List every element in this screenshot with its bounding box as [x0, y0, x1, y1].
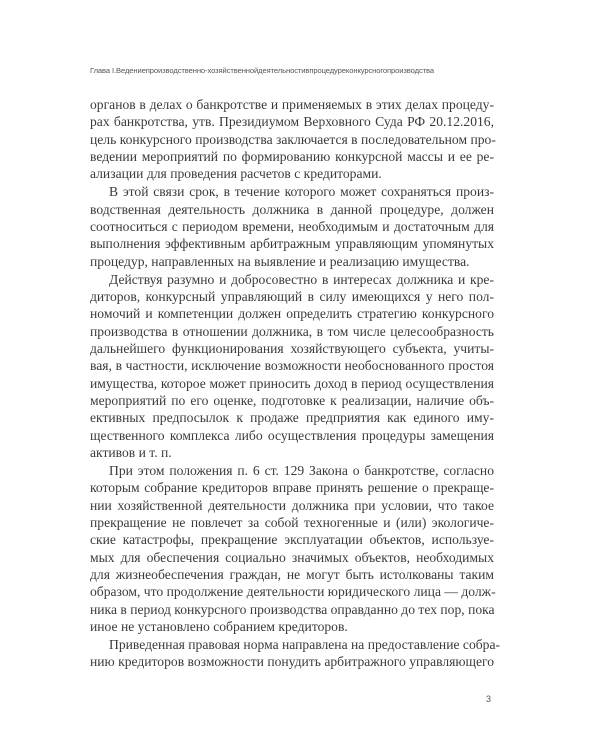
text-line: процедур, направленных на выявление и реализацию имущества.: [90, 253, 470, 269]
text-line: ведении мероприятий по формированию конкурсной массы и ее ре-: [90, 149, 494, 165]
text-line: дальнейшего функционирования хозяйствующего субъекта, учиты-: [90, 341, 494, 356]
text-line: Приведенная правовая норма направлена на предоставление собра-: [109, 637, 501, 653]
paragraph: [90, 183, 494, 270]
page-body-text: [90, 96, 501, 671]
text-line: цель конкурсного производства заключается в последовательном про-: [90, 131, 496, 147]
text-line: ника в период конкурсного производства оправданно до тех пор, пока: [90, 601, 495, 617]
text-line: образом, что продолжение деятельности юридического лица — долж-: [90, 584, 496, 600]
text-line: мероприятий по его оценке, подготовке к реализации, наличие объ-: [90, 393, 494, 409]
text-line: прекращение не повлечет за собой техногенные и (или) экологиче-: [90, 515, 494, 531]
text-line: мых для обеспечения социально значимых объектов, необходимых: [90, 549, 494, 565]
text-line: вая, в частности, исключение возможности необоснованного простоя: [90, 358, 494, 374]
text-line: имущества, которое может приносить доход в период осуществления: [90, 375, 494, 391]
paragraph: [90, 96, 494, 183]
text-line: ективных предпосылок к продаже предприятия как единого иму-: [90, 410, 494, 426]
paragraph: [90, 271, 494, 462]
text-line: органов в делах о банкротстве и применяемых в этих делах процеду-: [90, 97, 494, 112]
text-line: иное не установлено собранием кредиторов.: [90, 619, 348, 635]
text-line: диторов, конкурсный управляющий в силу имеющихся у него пол-: [90, 288, 494, 304]
text-line: которым собрание кредиторов вправе принять решение о прекраще-: [90, 480, 494, 496]
paragraph: [90, 462, 494, 635]
text-line: ские катастрофы, прекращение эксплуатации объектов, используе-: [90, 532, 494, 548]
text-line: В этой связи срок, в течение которого может сохраняться произ-: [109, 184, 494, 200]
text-line: щественного комплекса либо осуществления процедуры замещения: [90, 427, 494, 443]
text-line: нии хозяйственной деятельности должника при условии, что такое: [90, 497, 494, 513]
running-header: Глава I.Ведениепроизводственно-хозяйственнойдеятельностивпроцедуреконкурсногопроизводства: [90, 66, 434, 75]
text-line: ализации для проведения расчетов с кредиторами.: [90, 166, 382, 182]
text-line: для жизнеобеспечения граждан, не могут быть истолкованы таким: [90, 567, 494, 583]
text-line: номочий и компетенции должен определить стратегию конкурсного: [90, 306, 494, 322]
text-line: соотноситься с периодом времени, необходимым и достаточным для: [90, 219, 494, 234]
paragraph: [90, 636, 501, 671]
text-line: производства в отношении должника, в том числе целесообразность: [90, 323, 494, 339]
text-line: выполнения эффективным арбитражным управляющим упомянутых: [90, 236, 494, 252]
text-line: рах банкротства, утв. Президиумом Верховного Суда РФ 20.12.2016,: [90, 114, 494, 130]
text-line: водственная деятельность должника в данной процедуре, должен: [90, 201, 494, 217]
text-line: При этом положения п. 6 ст. 129 Закона о банкротстве, согласно: [109, 463, 494, 478]
text-line: Действуя разумно и добросовестно в интересах должника и кре-: [109, 271, 494, 287]
page-number: 3: [486, 694, 492, 704]
text-line: нию кредиторов возможности понудить арбитражного управляющего: [90, 654, 495, 670]
text-line: активов и т. п.: [90, 445, 172, 461]
